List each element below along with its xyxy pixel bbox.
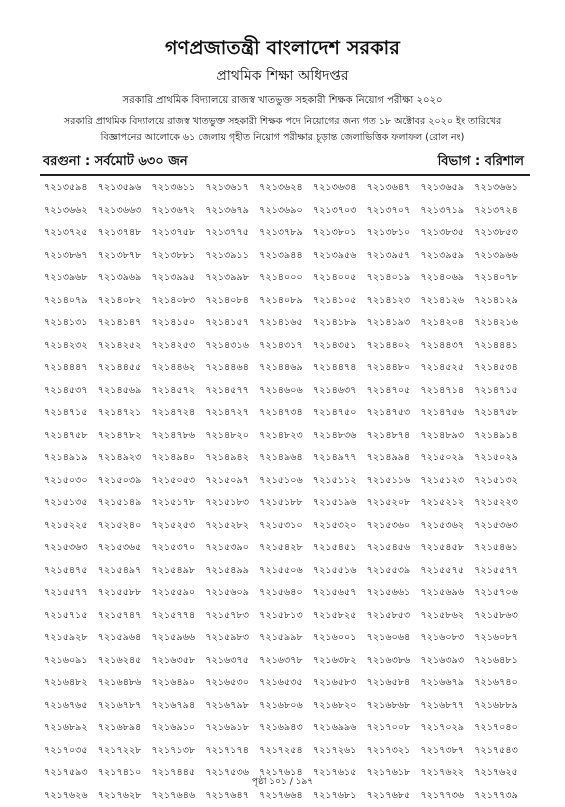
roll-number: ৭২১৩৭২৫ [44,222,98,245]
roll-number: ৭২১৩৭৮৯ [259,222,313,245]
roll-number: ৭২১৫৫৯০ [152,582,206,605]
roll-number: ৭২১৩৬৭৯ [205,200,259,223]
roll-number: ৭২১৪৬০৬ [259,380,313,403]
roll-number: ৭২১৭৬৮৫ [367,785,421,807]
roll-number: ৭২১৪৪০২ [367,335,421,358]
roll-number: ৭২১৫৮৫৩ [367,605,421,628]
roll-number: ৭২১৫৭৪৭ [98,605,152,628]
roll-number: ৭২১৫০২৯ [474,447,528,470]
roll-number: ৭২১৬৪৯০ [152,672,206,695]
roll-number: ৭২১৫১৩২ [474,470,528,493]
roll-number: ৭২১৩৮৩৫ [420,222,474,245]
roll-number: ৭২১৭৬২৮ [98,785,152,807]
roll-number: ৭২১৫৬৪০ [259,582,313,605]
roll-number: ৭২১৩৭৫৮ [152,222,206,245]
roll-number: ৭২১৫৬৫৭ [313,582,367,605]
roll-number: ৭২১৪৪৬৪ [205,357,259,380]
roll-number: ৭২১৩৯৫৭ [367,245,421,268]
notice-text [30,114,535,146]
roll-number: ৭২১৬৮০৬ [259,695,313,718]
roll-number: ৭২১৫৯২৮ [44,627,98,650]
roll-number: ৭২১৫২৪০ [98,515,152,538]
roll-number: ৭২১৪২৫৩ [152,335,206,358]
roll-number: ৭২১৫৩২০ [313,515,367,538]
roll-number: ৭২১৩৫৯৪ [44,177,98,200]
roll-number: ৭২১৭৬৪৭ [205,785,259,807]
roll-number: ৭২১৫৪৫১ [313,537,367,560]
roll-number: ৭২১৭২২৮ [98,740,152,763]
roll-number: ৭২১৪৭৩৪ [259,402,313,425]
roll-number: ৭২১৫৫৮৮ [98,582,152,605]
roll-number: ৭২১৪৯৬৪ [259,447,313,470]
roll-number: ৭২১৭৬৮১ [313,785,367,807]
roll-number: ৭২১৫২০৮ [367,492,421,515]
roll-number: ৭২১৫০২৯ [420,447,474,470]
roll-number: ৭২১৩৬৬২ [44,200,98,223]
roll-number: ৭২১৭৪৪৫ [152,762,206,785]
roll-number: ৭২১৪৪৭৪ [313,357,367,380]
department-subtitle: প্রাথমিক শিক্ষা অধিদপ্তর [0,64,565,88]
roll-number: ৭২১৪৯৪০ [152,447,206,470]
roll-number: ৭২১৪৭১৫ [44,402,98,425]
roll-number: ৭২১৬৭৮৭ [98,695,152,718]
roll-number: ৭২১৪১২৯ [474,290,528,313]
roll-number: ৭২১৪৮২০ [205,425,259,448]
roll-number: ৭২১৪১৩১ [44,312,98,335]
roll-number: ৭২১৫৪৬১ [474,537,528,560]
roll-number: ৭২১৩৫৯৬ [98,177,152,200]
roll-number: ৭২১৫৭১৫ [44,605,98,628]
roll-number: ৭২১৬৫৮৩ [313,672,367,695]
roll-number: ৭২১৫৪৯৯ [205,560,259,583]
roll-number: ৭২১৭৬৪৬ [152,785,206,807]
division-label: বিভাগ : বরিশাল [438,152,524,173]
roll-number: ৭২১৬০৬৪ [367,627,421,650]
roll-number: ৭২১৫১৭৮ [152,492,206,515]
roll-number: ৭২১৪১৯৩ [367,312,421,335]
roll-number: ৭২১৪৯৪২ [205,447,259,470]
roll-number: ৭২১৫৫৭৫ [420,560,474,583]
roll-number: ৭২১৪৮৭৪ [367,425,421,448]
roll-number: ৭২১৪৫৭২ [152,380,206,403]
roll-number: ৭২১৩৬১৭ [205,177,259,200]
roll-number: ৭২১৪২০৪ [420,312,474,335]
roll-number: ৭২১৫৩৬৩ [474,515,528,538]
roll-number: ৭২১৪১৬৫ [259,312,313,335]
roll-number: ৭২১৩৮৫৩ [474,222,528,245]
roll-number: ৭২১৪৭২৪ [152,402,206,425]
roll-number: ৭২১৭০৪০ [474,717,528,740]
roll-number: ৭২১৩৬৭২ [152,200,206,223]
roll-number: ৭২১৪৭৫৮ [474,402,528,425]
roll-number: ৭২১৫১৮৮ [259,492,313,515]
roll-number: ৭২১৬২৪৫ [98,650,152,673]
roll-number: ৭২১৪১৫০ [152,312,206,335]
roll-number: ৭২১৫৪৯৭ [98,560,152,583]
roll-number: ৭২১৩৭০৩ [313,200,367,223]
roll-number: ৭২১৪০৭৮ [474,267,528,290]
roll-number: ৭২১৪৭৫৮ [44,425,98,448]
roll-number: ৭২১৫৩৬০ [367,515,421,538]
roll-number: ৭২১৫০৫৩ [152,470,206,493]
roll-number: ৭২১৪২১৬ [474,312,528,335]
roll-number: ৭২১৪৩১৭ [259,335,313,358]
roll-number: ৭২১৪৩১৬ [205,335,259,358]
roll-number: ৭২১৪২৫২ [98,335,152,358]
roll-number: ৭২১৫১৮৩ [205,492,259,515]
roll-number: ৭২১৪৫৬৯ [98,380,152,403]
roll-number: ৭২১৫৮২৫ [313,605,367,628]
roll-number: ৭২১৭৫৯৩ [44,762,98,785]
roll-number: ৭২১৪৭১৪ [420,380,474,403]
roll-number: ৭২১৪১৫৭ [205,312,259,335]
roll-number: ৭২১৩৬১১ [152,177,206,200]
roll-number: ৭২১৫৬৬১ [367,582,421,605]
roll-number: ৭২১৫৭৭৪ [152,605,206,628]
roll-number: ৭২১৭০৩৫ [44,740,98,763]
roll-number: ৭২১৫৩৭০ [152,537,206,560]
roll-number: ৭২১৪৯১৪ [474,425,528,448]
roll-number: ৭২১৫৮৬২ [420,605,474,628]
roll-number: ৭২১৪৮২৩ [259,425,313,448]
roll-number: ৭২১৫৪৫৮ [420,537,474,560]
roll-number: ৭২১৬৩৭৮ [259,650,313,673]
district-total: বরগুনা : সর্বমোট ৬৩০ জন [43,152,188,173]
roll-number: ৭২১৬৩৮৬ [367,650,421,673]
roll-number: ৭২১৪১২৬ [420,290,474,313]
roll-number: ৭২১৩৮৭৮ [98,245,152,268]
roll-number: ৭২১৬৩৮২ [313,650,367,673]
roll-number: ৭২১৩৯৪৪ [259,245,313,268]
roll-number: ৭২১৬৮৯২ [44,717,98,740]
roll-number: ৭২১৩৯৫৬ [313,245,367,268]
roll-number: ৭২১৪০৮৪ [205,290,259,313]
roll-number: ৭২১৪১২৩ [367,290,421,313]
roll-number: ৭২১৫২৫৩ [152,515,206,538]
roll-number: ৭২১৩৬৩৪ [313,177,367,200]
roll-number: ৭২১৭১৭৪ [205,740,259,763]
roll-number: ৭২১৩৮৬৭ [44,245,98,268]
roll-number: ৭২১৩৭৪৮ [98,222,152,245]
roll-number: ৭২১৪৬৩৭ [313,380,367,403]
roll-number: ৭২১৬৮৯৪ [98,717,152,740]
roll-number: ৭২১৪৪৬২ [152,357,206,380]
page-number: পৃষ্ঠা ১০১ / ১৯৭ [0,774,565,789]
roll-number: ৭২১৪৪৬৯ [259,357,313,380]
roll-number: ৭২১৪৭৮২ [98,425,152,448]
roll-number: ৭২১৪৭৫৬ [420,402,474,425]
roll-number: ৭২১৫৫০৬ [259,560,313,583]
page-title: গণপ্রজাতন্ত্রী বাংলাদেশ সরকার [0,34,565,66]
roll-number: ৭২১৩৯৬৬ [474,245,528,268]
roll-number: ৭২১৪৫৩৪ [474,357,528,380]
roll-number: ৭২১৪০৮২ [98,290,152,313]
roll-number: ৭২১৫১২৩ [420,470,474,493]
roll-number: ৭২১৭০২৯ [420,717,474,740]
roll-number: ৭২১৩৯৯৫ [152,267,206,290]
roll-number: ৭২১৫৬৯৬ [420,582,474,605]
roll-number: ৭২১৫৩১০ [259,515,313,538]
roll-number: ৭২১৪৩৫১ [313,335,367,358]
roll-number: ৭২১৪৪৫৫ [98,357,152,380]
roll-number: ৭২১৬৭৪০ [474,672,528,695]
roll-number: ৭২১৪১৮৯ [313,312,367,335]
roll-number: ৭২১৫৪৭৫ [44,560,98,583]
roll-number: ৭২১৭৬২২ [420,762,474,785]
roll-number: ৭২১৪৫৩৭ [44,380,98,403]
roll-number: ৭২১৪০৬৯ [420,267,474,290]
roll-number: ৭২১৫১৪৯ [98,492,152,515]
roll-number: ৭২১৩৭২৪ [474,200,528,223]
roll-number: ৭২১৬৭৯৪ [152,695,206,718]
roll-number: ৭২১৩৭৭৫ [205,222,259,245]
roll-number: ৭২১৩৬৪৭ [367,177,421,200]
roll-number: ৭২১৪৭১৫ [474,380,528,403]
roll-number-grid [44,177,528,807]
roll-number: ৭২১৪৭৫৩ [367,402,421,425]
roll-number: ৭২১৭২৫৪ [259,740,313,763]
roll-number: ৭২১৫১০৬ [259,470,313,493]
roll-number: ৭২১৫২২৩ [474,492,528,515]
roll-number: ৭২১৪০১৯ [367,267,421,290]
roll-number: ৭২১৭৩২১ [367,740,421,763]
roll-number: ৭২১৬৮২০ [313,695,367,718]
roll-number: ৭২১৫৫১৬ [313,560,367,583]
roll-number: ৭২১৪৭২১ [98,402,152,425]
roll-number: ৭২১৪১৪৭ [98,312,152,335]
roll-number: ৭২১৬৪৮৬ [98,672,152,695]
roll-number: ৭২১৭৫৪৩ [474,740,528,763]
roll-number: ৭২১৩৬৬৩ [98,200,152,223]
roll-number: ৭২১৪৪৪১ [474,335,528,358]
roll-number: ৭২১৬৪৮১ [474,650,528,673]
roll-number: ৭২১৬০৮৭ [474,627,528,650]
roll-number: ৭২১৫৯৯৮ [259,627,313,650]
roll-number: ৭২১৩৭১৯ [420,200,474,223]
roll-number: ৭২১৬০৮৩ [420,627,474,650]
roll-number: ৭২১৫৮৬৩ [474,605,528,628]
roll-number: ৭২১৫৫৭৭ [474,560,528,583]
roll-number: ৭২১৬৯৯৬ [313,717,367,740]
roll-number: ৭২১৫১৯৬ [313,492,367,515]
roll-number: ৭২১৬০০১ [313,627,367,650]
roll-number: ৭২১৫৯৮৩ [205,627,259,650]
roll-number: ৭২১৭৬২৫ [474,762,528,785]
roll-number: ৭২১৬৩৯৩ [420,650,474,673]
roll-number: ৭২১৫৬০৯ [205,582,259,605]
roll-number: ৭২১৪৪৮০ [367,357,421,380]
roll-number: ৭২১৪০৮৩ [152,290,206,313]
roll-number: ৭২১৫৩৬৫ [98,537,152,560]
roll-number: ৭২১৩৯৫৯ [420,245,474,268]
roll-number: ৭২১৪০৮৯ [259,290,313,313]
roll-number: ৭২১৫৯৬৬ [152,627,206,650]
roll-number: ৭২১৭২৬১ [313,740,367,763]
roll-number: ৭২১৬৯১০ [152,717,206,740]
notice-line: বিজ্ঞাপনের আলোকে ৬১ জেলায় গৃহীত নিয়োগ পরীক্ষার চূড়ান্ত জেলাভিত্তিক ফলাফল (রোল নং) [30,130,535,146]
roll-number: ৭২১৩৯১১ [205,245,259,268]
roll-number: ৭২১৩৬২৪ [259,177,313,200]
roll-number: ৭২১৬৭৬৫ [44,695,98,718]
roll-number: ৭২১৪৭২৭ [205,402,259,425]
roll-number: ৭২১৭০০৮ [367,717,421,740]
roll-number: ৭২১৫৭০৬ [474,582,528,605]
roll-number: ৭২১৬৪৮২ [44,672,98,695]
roll-number: ৭২১৪৯১৯ [44,447,98,470]
roll-number: ৭২১৩৬৯০ [259,200,313,223]
roll-number: ৭২১৬৫৮৪ [367,672,421,695]
roll-number: ৭২১৪৭৮৬ [152,425,206,448]
roll-number: ৭২১৬৫৩৫ [259,672,313,695]
header-divider [40,174,530,176]
roll-number: ৭২১৬৫৩০ [205,672,259,695]
roll-number: ৭২১৪৫২৫ [420,357,474,380]
roll-number: ৭২১৭৪১০ [98,762,152,785]
roll-number: ৭২১৩৮৮১ [152,245,206,268]
roll-number: ৭২১৫২১২ [420,492,474,515]
roll-number: ৭২১৬৭৯৮ [205,695,259,718]
roll-number: ৭২১৪৯৭৭ [313,447,367,470]
roll-number: ৭২১৪৭০৫ [367,380,421,403]
roll-number: ৭২১৬৯১৮ [205,717,259,740]
roll-number: ৭২১৪২৩২ [44,335,98,358]
roll-number: ৭২১৫১৩৫ [44,492,98,515]
roll-number: ৭২১৬৮৭৭ [420,695,474,718]
roll-number: ৭২১৩৬৫৯ [420,177,474,200]
roll-number: ৭২১৪৪৪৭ [44,357,98,380]
roll-number: ৭২১৪০০০ [259,267,313,290]
roll-number: ৭২১৫২২৫ [44,515,98,538]
roll-number: ৭২১৫৫৩৯ [367,560,421,583]
roll-number: ৭২১৪০০৫ [313,267,367,290]
roll-number: ৭২১৭৭৩৯ [474,785,528,807]
roll-number: ৭২১৪৯৯৪ [367,447,421,470]
roll-number: ৭২১৫০৯৭ [205,470,259,493]
roll-number: ৭২১৩৬৬১ [474,177,528,200]
roll-number: ৭২১৭৬২৬ [44,785,98,807]
roll-number: ৭২১৬৯৪৩ [259,717,313,740]
roll-number: ৭২১৫৮১৩ [259,605,313,628]
roll-number: ৭২১৫৩৬২ [420,515,474,538]
roll-number: ৭২১৪৯২৩ [98,447,152,470]
roll-number: ৭২১৭৬৬৪ [259,785,313,807]
roll-number: ৭২১৬০৯১ [44,650,98,673]
roll-number: ৭২১৫১১৬ [367,470,421,493]
roll-number: ৭২১৭৩৮৭ [420,740,474,763]
roll-number: ৭২১৭৫৩৬ [205,762,259,785]
roll-number: ৭২১৩৯৯৮ [205,267,259,290]
roll-number: ৭২১৪৮৩৬ [313,425,367,448]
exam-name: সরকারি প্রাথমিক বিদ্যালয়ে রাজস্ব খাতভুক্ত সহকারী শিক্ষক নিয়োগ পরীক্ষা ২০২০ [0,93,565,110]
roll-number: ৭২১৭৬১৮ [367,762,421,785]
roll-number: ৭২১৩৮১০ [367,222,421,245]
roll-number: ৭২১৫১১২ [313,470,367,493]
roll-number: ৭২১৫০৩০ [44,470,98,493]
roll-number: ৭২১৪৫৭৭ [205,380,259,403]
roll-number: ৭২১৩৮০১ [313,222,367,245]
roll-number: ৭২১৫৭৮৩ [205,605,259,628]
roll-number: ৭২১৫৩৯০ [205,537,259,560]
roll-number: ৭২১৭৬১৪ [259,762,313,785]
roll-number: ৭২১৪৪৩৭ [420,335,474,358]
roll-number: ৭২১৫৯৬৪ [98,627,152,650]
roll-number: ৭২১৫৩৬৩ [44,537,98,560]
roll-number: ৭২১৬৩৫৮ [152,650,206,673]
roll-number: ৭২১৩৯৬৯ [98,267,152,290]
roll-number: ৭২১৭৬১৫ [313,762,367,785]
roll-number: ৭২১৪১০৫ [313,290,367,313]
roll-number: ৭২১৫৪৫৬ [367,537,421,560]
roll-number: ৭২১৪০৭৯ [44,290,98,313]
notice-line: সরকারি প্রাথমিক বিদ্যালয়ে রাজস্ব খাতভুক্ত সহকারী শিক্ষক পদে নিয়োগের জন্য গত ১৮ অক্টোবর ২০২০ ইং তারিখের [30,114,535,130]
roll-number: ৭২১৪৮৯৩ [420,425,474,448]
roll-number: ৭২১৫২৮২ [205,515,259,538]
roll-number: ৭২১৭৭৩৬ [420,785,474,807]
roll-number: ৭২১৩৭০৭ [367,200,421,223]
roll-number: ৭২১৫৫৭৭ [44,582,98,605]
roll-number: ৭২১৬৮৮৯ [474,695,528,718]
roll-number: ৭২১৬৬৭৯ [420,672,474,695]
roll-number: ৭২১৫৪৯৮ [152,560,206,583]
roll-number: ৭২১৬৮৬৮ [367,695,421,718]
roll-number: ৭২১৪৭৫০ [313,402,367,425]
roll-number: ৭২১৫০৩৯ [98,470,152,493]
roll-number: ৭২১৫৪২৮ [259,537,313,560]
roll-number: ৭২১৭১৩৮ [152,740,206,763]
roll-number: ৭২১৩৯৬৮ [44,267,98,290]
roll-number: ৭২১৬৩৭৫ [205,650,259,673]
